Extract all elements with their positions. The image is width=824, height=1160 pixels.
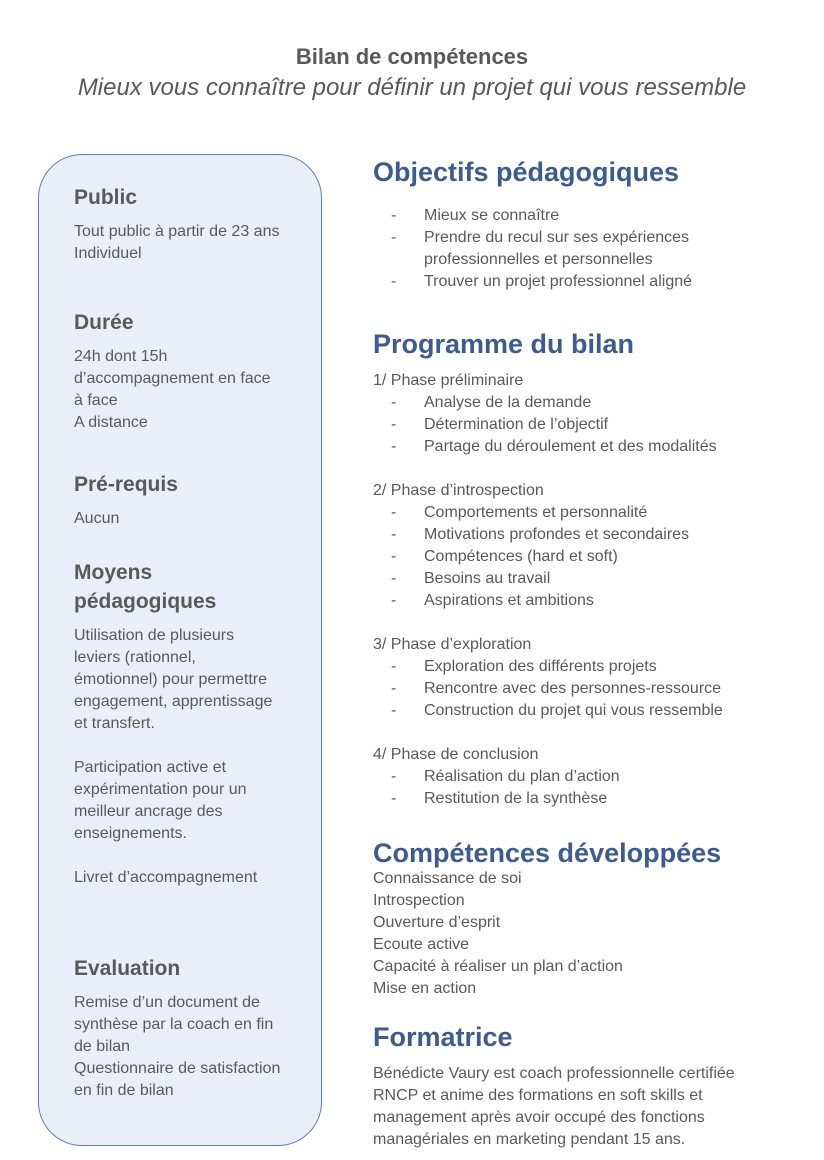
phase-title: 1/ Phase préliminaire [373, 372, 524, 389]
sidebar-section-duree [74, 308, 314, 434]
text-line: Aucun [74, 510, 120, 527]
text-line: en fin de bilan [74, 1082, 174, 1099]
sidebar-section-prerequis [74, 470, 314, 530]
text-line: Remise d’un document de [74, 994, 260, 1011]
text-line: Utilisation de plusieurs [74, 627, 235, 644]
section-programme [373, 328, 803, 810]
section-heading: Programme du bilan [373, 329, 635, 359]
text-line: expérimentation pour un [74, 781, 247, 798]
text-line: et transfert. [74, 715, 155, 732]
text-line: enseignements. [74, 825, 187, 842]
text-line: Bénédicte Vaury est coach professionnelle certifiée [373, 1065, 735, 1082]
section-text [74, 346, 314, 434]
list-item: - Réalisation du plan d’action [373, 766, 803, 788]
section-text [74, 508, 314, 530]
text-line: leviers (rationnel, [74, 649, 196, 666]
phase-title: 2/ Phase d’introspection [373, 482, 544, 499]
text-line: 24h dont 15h [74, 348, 168, 365]
section-heading [74, 558, 314, 616]
list-item: - Besoins au travail [373, 568, 803, 590]
list-item: - Mieux se connaître [373, 205, 803, 227]
trainer-bio [373, 1063, 803, 1151]
text-line: Livret d’accompagnement [74, 869, 258, 886]
text-line: professionnelles et personnelles [424, 251, 653, 268]
list-item: Mise en action [373, 980, 477, 997]
list-item: - Analyse de la demande [373, 392, 803, 414]
page-title: Bilan de compétences [295, 44, 529, 69]
phase-title: 4/ Phase de conclusion [373, 746, 539, 763]
section-text [74, 625, 314, 889]
text-line: - Prendre du recul sur ses expériences [424, 229, 690, 246]
list-item: Capacité à réaliser un plan d’action [373, 958, 623, 975]
list-item: - Trouver un projet professionnel aligné [373, 271, 803, 293]
list-item: Ouverture d’esprit [373, 914, 501, 931]
sidebar-section-moyens [74, 558, 314, 889]
spacer [373, 722, 803, 744]
text-line: à face [74, 392, 118, 409]
list-item: - Comportements et personnalité [373, 502, 803, 524]
sidebar-section-public [74, 183, 314, 265]
skills-list [373, 868, 803, 1000]
section-heading: Compétences développées [373, 838, 722, 868]
list-item: - Restitution de la synthèse [373, 788, 803, 810]
heading-line: pédagogiques [74, 590, 217, 613]
list-item: Ecoute active [373, 936, 470, 953]
section-formatrice [373, 1021, 803, 1151]
list-item: Introspection [373, 892, 465, 909]
objectives-list [373, 205, 803, 293]
section-objectifs [373, 156, 803, 293]
section-text [74, 221, 314, 265]
text-line: Questionnaire de satisfaction [74, 1060, 281, 1077]
sidebar-section-evaluation [74, 954, 314, 1102]
list-item: - Motivations profondes et secondaires [373, 524, 803, 546]
page-subtitle: Mieux vous connaître pour définir un projet qui vous ressemble [77, 74, 747, 101]
text-line [74, 845, 314, 867]
section-text [74, 992, 314, 1102]
section-heading: Objectifs pédagogiques [373, 157, 680, 187]
list-item: - Exploration des différents projets [373, 656, 803, 678]
text-line: Individuel [74, 245, 142, 262]
text-line: RNCP et anime des formations en soft skills et [373, 1087, 703, 1104]
list-item: - Partage du déroulement et des modalités [373, 436, 803, 458]
text-line [74, 735, 314, 757]
text-line: émotionnel) pour permettre [74, 671, 267, 688]
program-list [373, 370, 803, 810]
list-item: - Compétences (hard et soft) [373, 546, 803, 568]
list-item: - Rencontre avec des personnes-ressource [373, 678, 803, 700]
text-line: Tout public à partir de 23 ans [74, 223, 280, 240]
phase-title: 3/ Phase d’exploration [373, 636, 532, 653]
list-item [373, 227, 803, 271]
text-line: de bilan [74, 1038, 131, 1055]
text-line: managériales en marketing pendant 15 ans. [373, 1131, 686, 1148]
text-line: A distance [74, 414, 148, 431]
section-heading: Public [74, 186, 138, 209]
section-heading: Durée [74, 311, 134, 334]
list-item: - Aspirations et ambitions [373, 590, 803, 612]
text-line: d’accompagnement en face [74, 370, 271, 387]
section-heading: Evaluation [74, 957, 181, 980]
section-competences [373, 837, 803, 1000]
spacer [373, 612, 803, 634]
text-line: management après avoir occupé des fonctions [373, 1109, 705, 1126]
list-item: Connaissance de soi [373, 870, 522, 887]
text-line: engagement, apprentissage [74, 693, 273, 710]
text-line: synthèse par la coach en fin [74, 1016, 274, 1033]
text-line: Participation active et [74, 759, 227, 776]
heading-line: Moyens [74, 561, 153, 584]
spacer [373, 458, 803, 480]
section-heading: Formatrice [373, 1022, 513, 1052]
text-line: meilleur ancrage des [74, 803, 223, 820]
list-item: - Détermination de l’objectif [373, 414, 803, 436]
section-heading: Pré-requis [74, 473, 178, 496]
list-item: - Construction du projet qui vous ressemble [373, 700, 803, 722]
